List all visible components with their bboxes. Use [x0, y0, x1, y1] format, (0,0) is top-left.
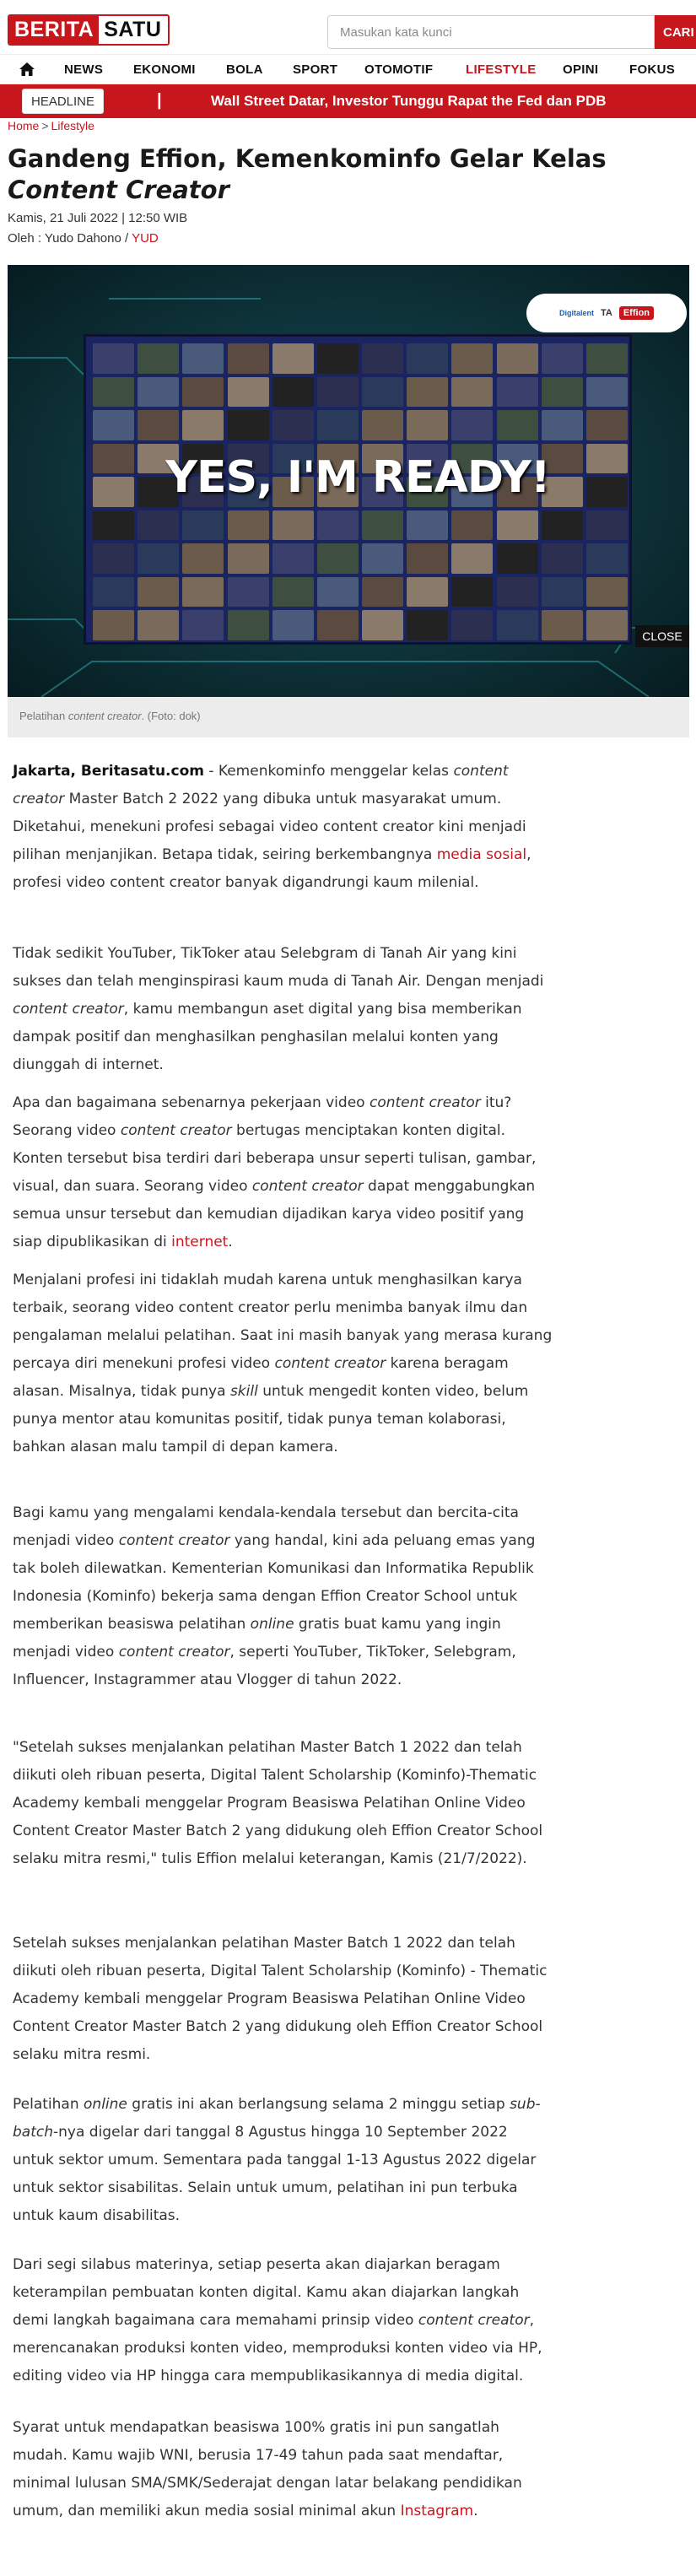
- participant-tile: [407, 510, 448, 541]
- participant-tile: [407, 377, 448, 408]
- participant-tile: [317, 610, 359, 640]
- nav-item-sport[interactable]: SPORT: [293, 62, 338, 77]
- participant-tile: [542, 510, 583, 541]
- participant-tile: [497, 410, 538, 440]
- participant-tile: [451, 543, 493, 574]
- home-icon[interactable]: [19, 62, 35, 77]
- logo-text-right: SATU: [99, 16, 168, 44]
- participant-tile: [93, 543, 134, 574]
- participant-tile: [93, 577, 134, 608]
- sponsor-logo-3: Effion: [619, 306, 654, 320]
- participant-tile: [228, 543, 269, 574]
- nav-item-news[interactable]: NEWS: [64, 62, 104, 77]
- photo-overlay-text: YES, I'M READY!: [165, 452, 550, 503]
- breadcrumb-section[interactable]: Lifestyle: [51, 119, 94, 132]
- participant-tile: [407, 610, 448, 640]
- participant-tile: [451, 577, 493, 608]
- participant-tile: [182, 610, 224, 640]
- participant-tile: [362, 510, 403, 541]
- participant-tile: [586, 577, 628, 608]
- nav-item-opini[interactable]: OPINI: [563, 62, 599, 77]
- participant-tile: [497, 377, 538, 408]
- participant-tile: [272, 510, 314, 541]
- nav-item-lifestyle[interactable]: LIFESTYLE: [466, 62, 537, 77]
- participant-tile: [407, 543, 448, 574]
- participant-tile: [317, 410, 359, 440]
- participant-tile: [362, 610, 403, 640]
- participant-tile: [138, 410, 179, 440]
- link-instagram[interactable]: Instagram: [400, 2503, 474, 2519]
- participant-tile: [93, 343, 134, 374]
- link-internet[interactable]: internet: [171, 1234, 229, 1250]
- participant-tile: [451, 610, 493, 640]
- participant-tile: [93, 410, 134, 440]
- participant-tile: [407, 577, 448, 608]
- participant-tile: [586, 410, 628, 440]
- article-title: Gandeng Effion, Kemenkominfo Gelar Kelas Content Creator: [8, 144, 607, 204]
- participant-tile: [272, 577, 314, 608]
- participant-tile: [317, 343, 359, 374]
- participant-tile: [497, 510, 538, 541]
- participant-tile: [542, 577, 583, 608]
- article-byline: Oleh : Yudo Dahono / YUD: [8, 231, 159, 246]
- participant-tile: [272, 410, 314, 440]
- participant-tile: [182, 543, 224, 574]
- participant-tile: [497, 577, 538, 608]
- participant-tile: [317, 510, 359, 541]
- participant-tile: [497, 543, 538, 574]
- participant-tile: [272, 543, 314, 574]
- participant-tile: [272, 610, 314, 640]
- participant-tile: [586, 343, 628, 374]
- close-button[interactable]: CLOSE: [635, 625, 689, 647]
- sponsor-logo-1: Digitalent: [558, 309, 594, 317]
- paragraph-5: Bagi kamu yang mengalami kendala-kendala tersebut dan bercita-cita menjadi video content creator yang handal, kini ada peluang emas yang tak boleh dilewatkan. Kementerian Komunikasi dan Informatika Republik Indonesia (Kominfo) bekerja sama dengan Effion Creator School untuk memberikan beasiswa pelatihan online gratis buat kamu yang ingin menjadi video content creator, seperti YouTuber, TikToker, Selebgram, Influencer, Instagrammer atau Vlogger di tahun 2022.: [13, 1504, 536, 1688]
- participant-tile: [272, 377, 314, 408]
- search-input[interactable]: [327, 15, 655, 49]
- participant-tile: [497, 610, 538, 640]
- article-photo: [8, 265, 689, 697]
- participant-tile: [451, 377, 493, 408]
- participant-tile: [317, 577, 359, 608]
- participant-tile: [138, 343, 179, 374]
- breadcrumb-home[interactable]: Home: [8, 119, 40, 132]
- headline-link[interactable]: Wall Street Datar, Investor Tunggu Rapat the Fed dan PDB: [211, 93, 607, 109]
- participant-tile: [93, 610, 134, 640]
- nav-item-ekonomi[interactable]: EKONOMI: [133, 62, 196, 77]
- participant-tile: [228, 610, 269, 640]
- participant-tile: [542, 410, 583, 440]
- top-header: [0, 0, 696, 54]
- logo-text-left: BERITA: [9, 16, 99, 44]
- participant-tile: [138, 543, 179, 574]
- photo-caption: [8, 697, 689, 737]
- nav-item-bola[interactable]: BOLA: [226, 62, 263, 77]
- participant-tile: [586, 377, 628, 408]
- participant-tile: [586, 543, 628, 574]
- participant-tile: [497, 343, 538, 374]
- paragraph-7: Setelah sukses menjalankan pelatihan Master Batch 1 2022 dan telah diikuti oleh ribuan peserta, Digital Talent Scholarship (Kominfo) - Thematic Academy kembali menggelar Program Beasiswa Pelatihan Online Video Content Creator Master Batch 2 yang didukung oleh Effion Creator School selaku mitra resmi.: [13, 1935, 548, 2063]
- participant-tile: [182, 510, 224, 541]
- participant-tile: [317, 543, 359, 574]
- participant-tile: [542, 543, 583, 574]
- main-nav: [0, 54, 696, 84]
- participant-tile: [317, 377, 359, 408]
- participant-tile: [182, 377, 224, 408]
- participant-tile: [586, 510, 628, 541]
- participant-tile: [542, 377, 583, 408]
- participant-tile: [542, 343, 583, 374]
- participant-tile: [182, 410, 224, 440]
- participant-tile: [93, 377, 134, 408]
- participant-tile: [228, 410, 269, 440]
- participant-tile: [138, 610, 179, 640]
- paragraph-4: Menjalani profesi ini tidaklah mudah karena untuk menghasilkan karya terbaik, seorang video content creator perlu menimba banyak ilmu dan pengalaman melalui pelatihan. Saat ini masih banyak yang merasa kurang percaya diri menekuni profesi video content creator karena beragam alasan. Misalnya, tidak punya skill untuk mengedit konten video, belum punya mentor atau komunitas positif, tidak punya teman kolaborasi, bahkan alasan malu tampil di depan kamera.: [13, 1272, 553, 1455]
- participant-tile: [407, 343, 448, 374]
- participant-tile: [182, 577, 224, 608]
- participant-tile: [362, 410, 403, 440]
- participant-tile: [451, 410, 493, 440]
- link-media-sosial[interactable]: media sosial: [436, 846, 527, 863]
- participant-tile: [451, 510, 493, 541]
- participant-tile: [228, 343, 269, 374]
- caption-text: Pelatihan content creator. (Foto: dok): [19, 710, 201, 722]
- paragraph-2: Tidak sedikit YouTuber, TikToker atau Selebgram di Tanah Air yang kini sukses dan telah menginspirasi kaum muda di Tanah Air. Dengan menjadi content creator, kamu membangun aset digital yang bisa memberikan dampak positif dan menghasilkan penghasilan melalui konten yang diunggah di internet.: [13, 945, 544, 1073]
- participant-tile: [362, 377, 403, 408]
- sponsor-logos: [526, 294, 687, 332]
- participant-tile: [228, 510, 269, 541]
- paragraph-6: "Setelah sukses menjalankan pelatihan Master Batch 1 2022 dan telah diikuti oleh ribuan peserta, Digital Talent Scholarship (Kominfo)-Thematic Academy kembali menggelar Program Beasiswa Pelatihan Online Video Content Creator Master Batch 2 yang didukung oleh Effion Creator School selaku mitra resmi," tulis Effion melalui keterangan, Kamis (21/7/2022).: [13, 1739, 543, 1867]
- participant-tile: [586, 610, 628, 640]
- paragraph-8: Pelatihan online gratis ini akan berlangsung selama 2 minggu setiap sub-batch-nya digelar dari tanggal 8 Agustus hingga 10 September 2022 untuk sektor umum. Sementara pada tanggal 1-13 Agustus 2022 digelar untuk sektor sisabilitas. Selain untuk umum, pelatihan ini pun terbuka untuk kaum disabilitas.: [13, 2096, 541, 2224]
- participant-tile: [228, 577, 269, 608]
- headline-ticker: [0, 84, 696, 118]
- paragraph-3: Apa dan bagaimana sebenarnya pekerjaan video content creator itu? Seorang video content creator bertugas menciptakan konten digital. Konten tersebut bisa terdiri dari beberapa unsur seperti tulisan, gambar, visual, dan suara. Seorang video content creator dapat menggabungkan semua unsur tersebut dan kemudian dijadikan karya video positif yang siap dipublikasikan di internet.: [13, 1094, 537, 1250]
- participant-tile: [138, 377, 179, 408]
- breadcrumb-separator: >: [41, 119, 49, 132]
- participant-tile: [362, 343, 403, 374]
- participant-tile: [451, 343, 493, 374]
- paragraph-1: Jakarta, Beritasatu.com - Kemenkominfo menggelar kelas content creator Master Batch 2 2022 yang dibuka untuk masyarakat umum. Diketahui, menekuni profesi sebagai video content creator kini menjadi pilihan menjanjikan. Betapa tidak, seiring berkembangnya media sosial, profesi video content creator banyak digandrungi kaum milenial.: [13, 763, 531, 891]
- paragraph-10: Syarat untuk mendapatkan beasiswa 100% gratis ini pun sangatlah mudah. Kamu wajib WNI, berusia 17-49 tahun pada saat mendaftar, minimal lulusan SMA/SMK/Sederajat dengan latar belakang pendidikan umum, dan memiliki akun media sosial minimal akun Instagram.: [13, 2419, 522, 2519]
- headline-tag: HEADLINE: [22, 89, 104, 114]
- participant-tile: [362, 543, 403, 574]
- nav-item-otomotif[interactable]: OTOMOTIF: [364, 62, 434, 77]
- participant-tile: [542, 610, 583, 640]
- participant-tile: [138, 510, 179, 541]
- paragraph-9: Dari segi silabus materinya, setiap peserta akan diajarkan beragam keterampilan pembuatan konten digital. Kamu akan diajarkan langkah demi langkah bagaimana cara memahami prinsip video content creator, merencanakan produksi konten video, memproduksi konten video via HP, editing video via HP hingga cara mempublikasikannya di media digital.: [13, 2256, 542, 2384]
- participant-tile: [228, 377, 269, 408]
- search-button[interactable]: CARI: [655, 15, 696, 49]
- breadcrumb: [8, 119, 94, 132]
- headline-separator: |: [157, 91, 162, 110]
- site-logo[interactable]: [8, 14, 170, 46]
- article-date: Kamis, 21 Juli 2022 | 12:50 WIB: [8, 211, 188, 225]
- participant-tile: [407, 410, 448, 440]
- sponsor-logo-2: TA: [600, 308, 612, 318]
- participant-tile: [93, 510, 134, 541]
- participant-tile: [362, 577, 403, 608]
- nav-item-fokus[interactable]: FOKUS: [629, 62, 675, 77]
- editor-link[interactable]: YUD: [132, 231, 159, 246]
- participant-tile: [272, 343, 314, 374]
- participant-tile: [138, 577, 179, 608]
- participant-tile: [182, 343, 224, 374]
